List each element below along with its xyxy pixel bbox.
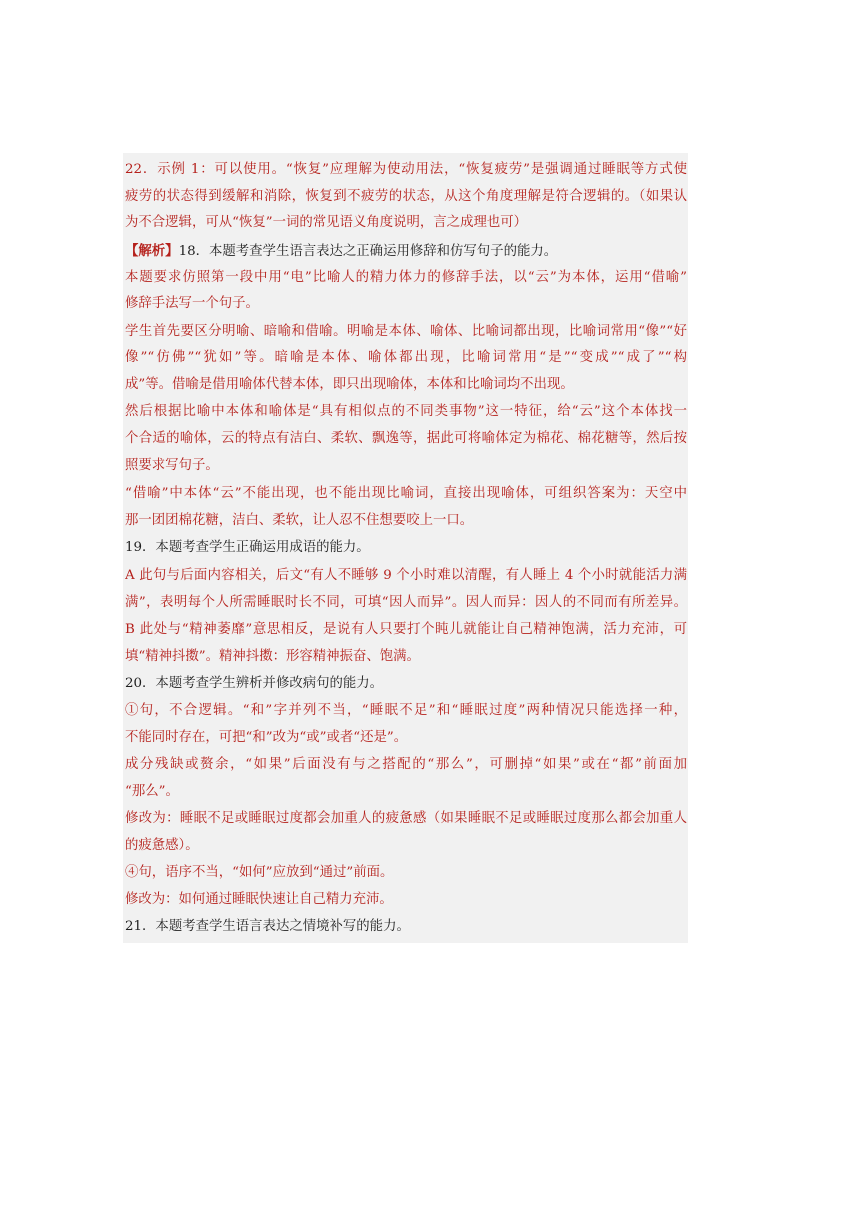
text-line-content: 21．本题考查学生语言表达之情境补写的能力。 — [125, 919, 410, 934]
text-line — [125, 213, 687, 233]
text-line-content: 20．本题考查学生辨析并修改病句的能力。 — [125, 676, 384, 691]
text-line-content: 本题要求仿照第一段中用“电”比喻人的精力体力的修辞手法，以“云”为本体，运用“借喻” — [125, 270, 687, 285]
text-line — [125, 429, 687, 449]
text-line-content: 修改为：如何通过睡眠快速让自己精力充沛。 — [125, 892, 393, 907]
text-line — [125, 511, 687, 531]
text-line — [125, 402, 687, 422]
text-line-content: 修改为：睡眠不足或睡眠过度都会加重人的疲惫感（如果睡眠不足或睡眠过度那么都会加重人 — [125, 811, 687, 826]
text-line-content: 为不合逻辑，可从“恢复”一词的常见语义角度说明，言之成理也可） — [125, 215, 528, 230]
text-line — [125, 187, 687, 207]
text-line-content: 个合适的喻体，云的特点有洁白、柔软、飘逸等，据此可将喻体定为棉花、棉花糖等，然后按 — [125, 431, 687, 446]
text-line — [125, 593, 687, 613]
text-line — [125, 728, 687, 748]
text-line-content: “那么”。 — [125, 784, 179, 799]
text-line — [125, 538, 687, 558]
text-line — [125, 160, 687, 180]
text-line — [125, 701, 687, 721]
text-line-content: ④句，语序不当，“如何”应放到“通过”前面。 — [125, 865, 394, 880]
text-line — [125, 755, 687, 775]
text-line-content: 学生首先要区分明喻、暗喻和借喻。明喻是本体、喻体、比喻词都出现，比喻词常用“像”“好 — [125, 324, 687, 339]
text-line — [125, 322, 687, 342]
text-line-content: 满”，表明每个人所需睡眠时长不同，可填“因人而异”。因人而异：因人的不同而有所差异。 — [125, 595, 687, 610]
analysis-tag: 【解析】 — [125, 243, 179, 259]
text-line-content: 然后根据比喻中本体和喻体是“具有相似点的不同类事物”这一特征，给“云”这个本体找一 — [125, 404, 687, 419]
text-line-content: 18．本题考查学生语言表达之正确运用修辞和仿写句子的能力。 — [178, 244, 558, 259]
text-line — [125, 917, 687, 937]
text-line-content: A 此句与后面内容相关，后文“有人不睡够 9 个小时难以清醒，有人睡上 4 个小时就能活力满 — [125, 568, 687, 583]
text-line-content: 照要求写句子。 — [125, 458, 219, 473]
text-line-content: 19．本题考查学生正确运用成语的能力。 — [125, 540, 370, 555]
text-line — [125, 268, 687, 288]
text-line — [125, 294, 687, 314]
text-line — [125, 863, 687, 883]
text-line — [125, 241, 687, 262]
text-line-content: 成”等。借喻是借用喻体代替本体，即只出现喻体，本体和比喻词均不出现。 — [125, 377, 574, 392]
text-line — [125, 375, 687, 395]
text-line-content: ①句，不合逻辑。“和”字并列不当，“睡眠不足”和“睡眠过度”两种情况只能选择一种， — [125, 703, 687, 718]
text-line — [125, 674, 687, 694]
text-line-content: 不能同时存在，可把“和”改为“或”或者“还是”。 — [125, 730, 408, 745]
text-line-content: 修辞手法写一个句子。 — [125, 296, 259, 311]
text-line — [125, 620, 687, 640]
text-line — [125, 836, 687, 856]
text-line — [125, 348, 687, 368]
text-line — [125, 782, 687, 802]
text-line — [125, 647, 687, 667]
text-line-content: 那一团团棉花糖，洁白、柔软，让人忍不住想要咬上一口。 — [125, 513, 474, 528]
text-line — [125, 484, 687, 504]
text-line-content: B 此处与“精神萎靡”意思相反，是说有人只要打个盹儿就能让自己精神饱满，活力充沛，可 — [125, 622, 687, 637]
text-line-content: 疲劳的状态得到缓解和消除，恢复到不疲劳的状态，从这个角度理解是符合逻辑的。（如果认 — [125, 189, 687, 204]
text-line — [125, 809, 687, 829]
text-line — [125, 456, 687, 476]
text-line — [125, 890, 687, 910]
text-line-content: 成分残缺或赘余，“如果”后面没有与之搭配的“那么”，可删掉“如果”或在“都”前面加 — [125, 757, 687, 772]
text-line-content: 的疲惫感）。 — [125, 838, 199, 853]
text-line-content: 像”“仿佛”“犹如”等。暗喻是本体、喻体都出现，比喻词常用“是”“变成”“成了”“构 — [125, 350, 687, 365]
text-line — [125, 566, 687, 586]
text-line-content: 填“精神抖擞”。精神抖擞：形容精神振奋、饱满。 — [125, 649, 420, 664]
text-line-content: 22．示例 1：可以使用。“恢复”应理解为使动用法，“恢复疲劳”是强调通过睡眠等方式使 — [125, 162, 687, 177]
text-line-content: “借喻”中本体“云”不能出现，也不能出现比喻词，直接出现喻体，可组织答案为：天空中 — [125, 486, 687, 501]
